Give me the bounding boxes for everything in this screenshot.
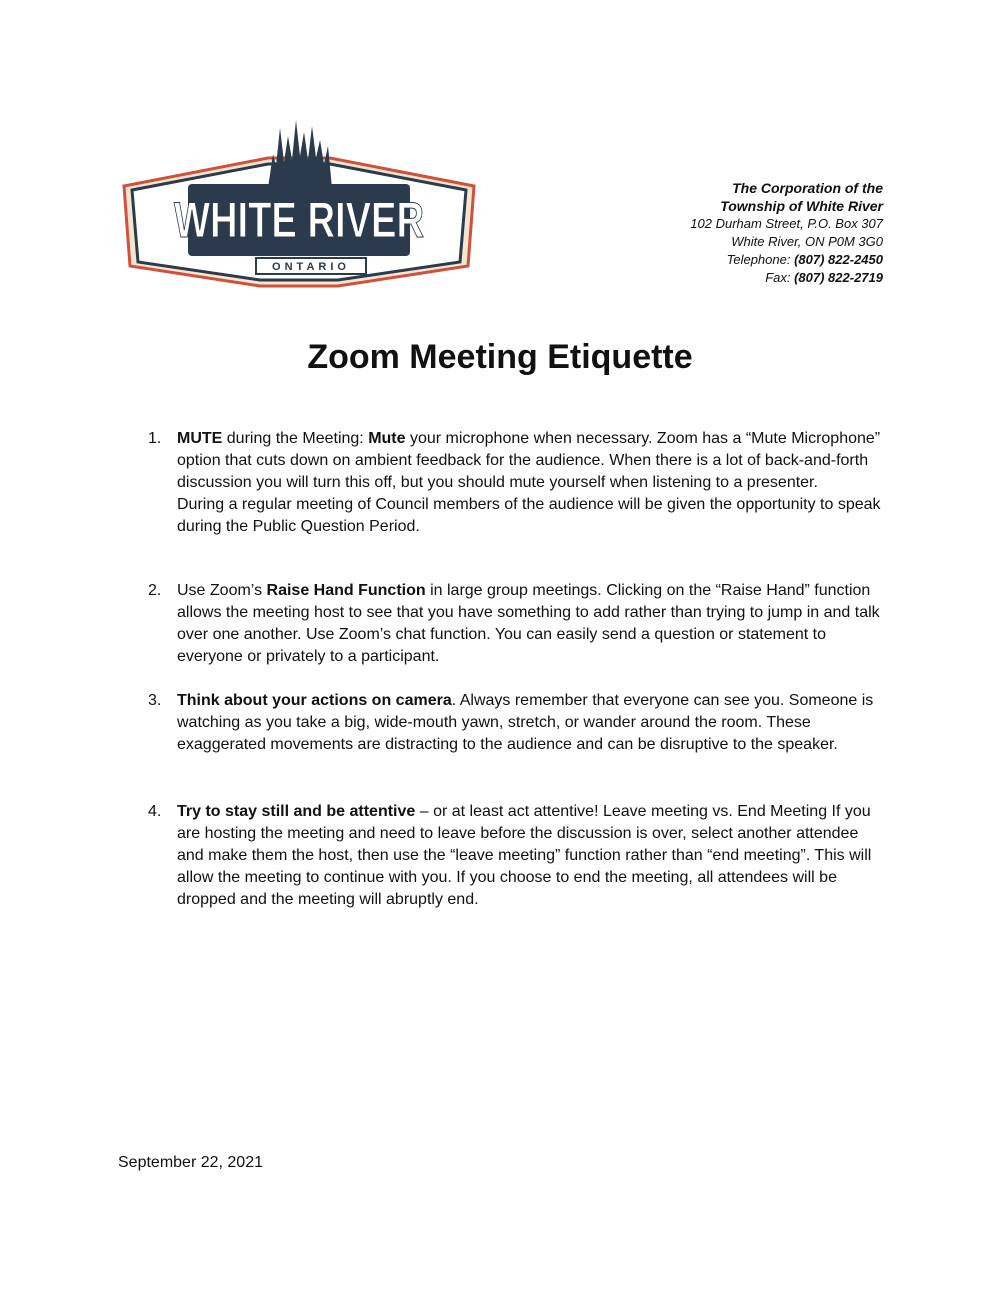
page-title: Zoom Meeting Etiquette [307,338,693,376]
item-text-part: Use Zoom’s [177,582,267,599]
fax-number: (807) 822-2719 [794,270,883,285]
letterhead-address [690,179,883,287]
etiquette-list [148,428,888,911]
logo-wordmark: WHITE RIVER [174,192,424,248]
item-text-continued: During a regular meeting of Council members of the audience will be given the opportunity to speak during the Public Question Period. [177,496,881,535]
item-bold: Try to stay still and be attentive [177,803,416,820]
item-number: 3. [148,692,162,709]
item-text-part: in large group meetings. Clicking on the “Raise Hand” function allows the meeting host to see that you have something to add rather than trying to jump in and talk over one another. Use Zoom’s chat function. You can easily send a question or statement to everyone or privately to a participant. [177,582,880,665]
logo-graphic [118,116,480,294]
item-text-part: . Always remember that everyone can see you. Someone is watching as you take a big, wide-mouth yawn, stretch, or wander around the room. These exaggerated movements are distracting to the audience and can be disruptive to the speaker. [177,692,874,753]
item-number: 2. [148,582,162,599]
item-bold: Mute [368,430,406,447]
fax-line [690,269,883,287]
township-line: Township of White River [720,198,883,214]
list-item [148,690,888,756]
item-text-part: – or at least act attentive! Leave meeting vs. End Meeting If you are hosting the meeting and need to leave before the discussion is over, select another attendee and make them the host, then use the “leave meeting” function rather than “end meeting”. This will allow the meeting to continue with you. If you choose to end the meeting, all attendees will be dropped and the meeting will abruptly end. [177,803,872,908]
item-bold: MUTE [177,430,223,447]
item-bold: Think about your actions on camera [177,692,452,709]
item-text [177,690,888,756]
item-bold: Raise Hand Function [266,582,426,599]
item-text-part: during the Meeting: [222,430,369,447]
item-text [177,801,888,911]
item-text [177,428,888,494]
telephone-label: Telephone: [726,252,795,267]
white-river-logo [118,116,480,294]
list-item [148,580,888,668]
address-line-1: 102 Durham Street, P.O. Box 307 [690,216,883,231]
item-number: 4. [148,803,162,820]
corporation-line: The Corporation of the [732,180,883,196]
item-text [177,580,888,668]
list-item [148,428,888,538]
list-item [148,801,888,911]
fax-label: Fax: [765,270,795,285]
item-text-part: your microphone when necessary. Zoom has a “Mute Microphone” option that cuts down on ambient feedback for the audience. When there is a lot of back-and-forth discussion you will turn this off, but you should mute yourself when listening to a presenter. [177,430,881,491]
address-line-2: White River, ON P0M 3G0 [731,234,883,249]
telephone-line [690,251,883,269]
logo-subtitle: ONTARIO [272,261,350,273]
telephone-number: (807) 822-2450 [794,252,883,267]
item-number: 1. [148,430,162,447]
document-date: September 22, 2021 [118,1154,263,1171]
